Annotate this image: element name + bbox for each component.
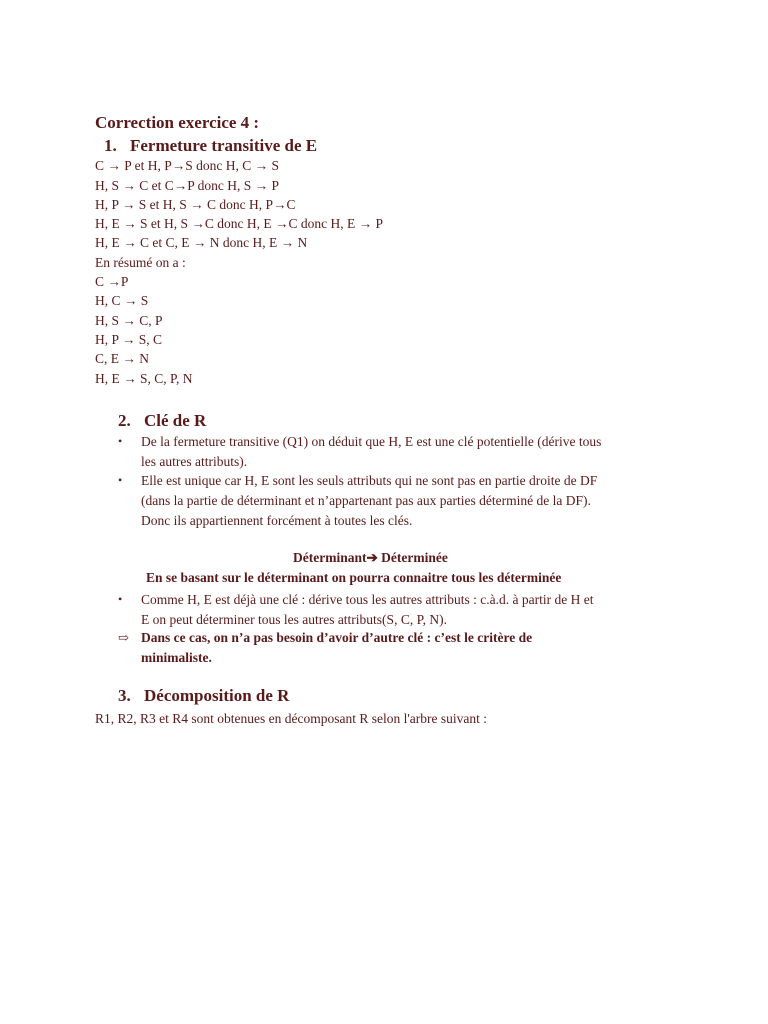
- bullet-line: Elle est unique car H, E sont les seuls attributs qui ne sont pas en partie droite de DF: [141, 473, 598, 488]
- right-arrow-icon: ➔: [366, 550, 378, 565]
- determinant-label: Déterminant: [293, 550, 367, 565]
- arrow-bullet-icon: ⇨: [118, 630, 129, 645]
- bullet-item: [141, 432, 681, 472]
- s1-line: C → P et H, P→S donc H, C → S: [95, 158, 280, 173]
- section3-heading: [118, 686, 289, 706]
- s1-line: H, P → S et H, S → C donc H, P→C: [95, 197, 296, 212]
- section1-number: 1.: [104, 136, 117, 155]
- conclusion: [141, 628, 681, 668]
- bullet-line: Donc ils appartiennent forcément à toutes les clés.: [141, 513, 413, 528]
- determinant-explanation: En se basant sur le déterminant on pourra connaitre tous les déterminée: [146, 570, 562, 585]
- section3-number: 3.: [118, 686, 131, 705]
- section1-title: Fermeture transitive de E: [130, 136, 318, 155]
- s1-line: H, P → S, C: [95, 332, 163, 347]
- document-title: Correction exercice 4 :: [95, 113, 260, 132]
- s1-line: En résumé on a :: [95, 255, 186, 270]
- s1-line: H, E → C et C, E → N donc H, E → N: [95, 235, 308, 250]
- bullet-icon: •: [118, 592, 123, 606]
- s1-line: H, S → C, P: [95, 313, 163, 328]
- determinee-label: Déterminée: [377, 550, 448, 565]
- s1-line: H, E → S, C, P, N: [95, 371, 193, 386]
- bullet-line: (dans la partie de déterminant et n’appartenant pas aux parties déterminé de la DF).: [141, 493, 591, 508]
- bullet-item: [141, 590, 681, 630]
- section3-text: R1, R2, R3 et R4 sont obtenues en décomposant R selon l'arbre suivant :: [95, 711, 488, 726]
- determinant-line: [293, 550, 448, 566]
- s1-line: H, C → S: [95, 293, 149, 308]
- bullet-line: les autres attributs).: [141, 454, 248, 469]
- bullet-icon: •: [118, 434, 123, 448]
- bullet-line: E on peut déterminer tous les autres attributs(S, C, P, N).: [141, 612, 447, 627]
- bullet-icon: •: [118, 473, 123, 487]
- s1-line: C →P: [95, 274, 129, 289]
- bullet-line: Comme H, E est déjà une clé : dérive tous les autres attributs : c.à.d. à partir de H et: [141, 592, 594, 607]
- s1-line: H, S → C et C→P donc H, S → P: [95, 178, 280, 193]
- s1-line: C, E → N: [95, 351, 149, 366]
- conclusion-line: Dans ce cas, on n’a pas besoin d’avoir d’autre clé : c’est le critère de: [141, 630, 533, 645]
- section2-number: 2.: [118, 411, 131, 430]
- conclusion-line: minimaliste.: [141, 650, 212, 665]
- bullet-item: [141, 471, 681, 531]
- bullet-line: De la fermeture transitive (Q1) on déduit que H, E est une clé potentielle (dérive tous: [141, 434, 602, 449]
- section1-heading: [104, 136, 317, 156]
- section2-title: Clé de R: [144, 411, 207, 430]
- section3-title: Décomposition de R: [144, 686, 290, 705]
- s1-line: H, E → S et H, S →C donc H, E →C donc H, E → P: [95, 216, 383, 231]
- section2-heading: [118, 411, 206, 431]
